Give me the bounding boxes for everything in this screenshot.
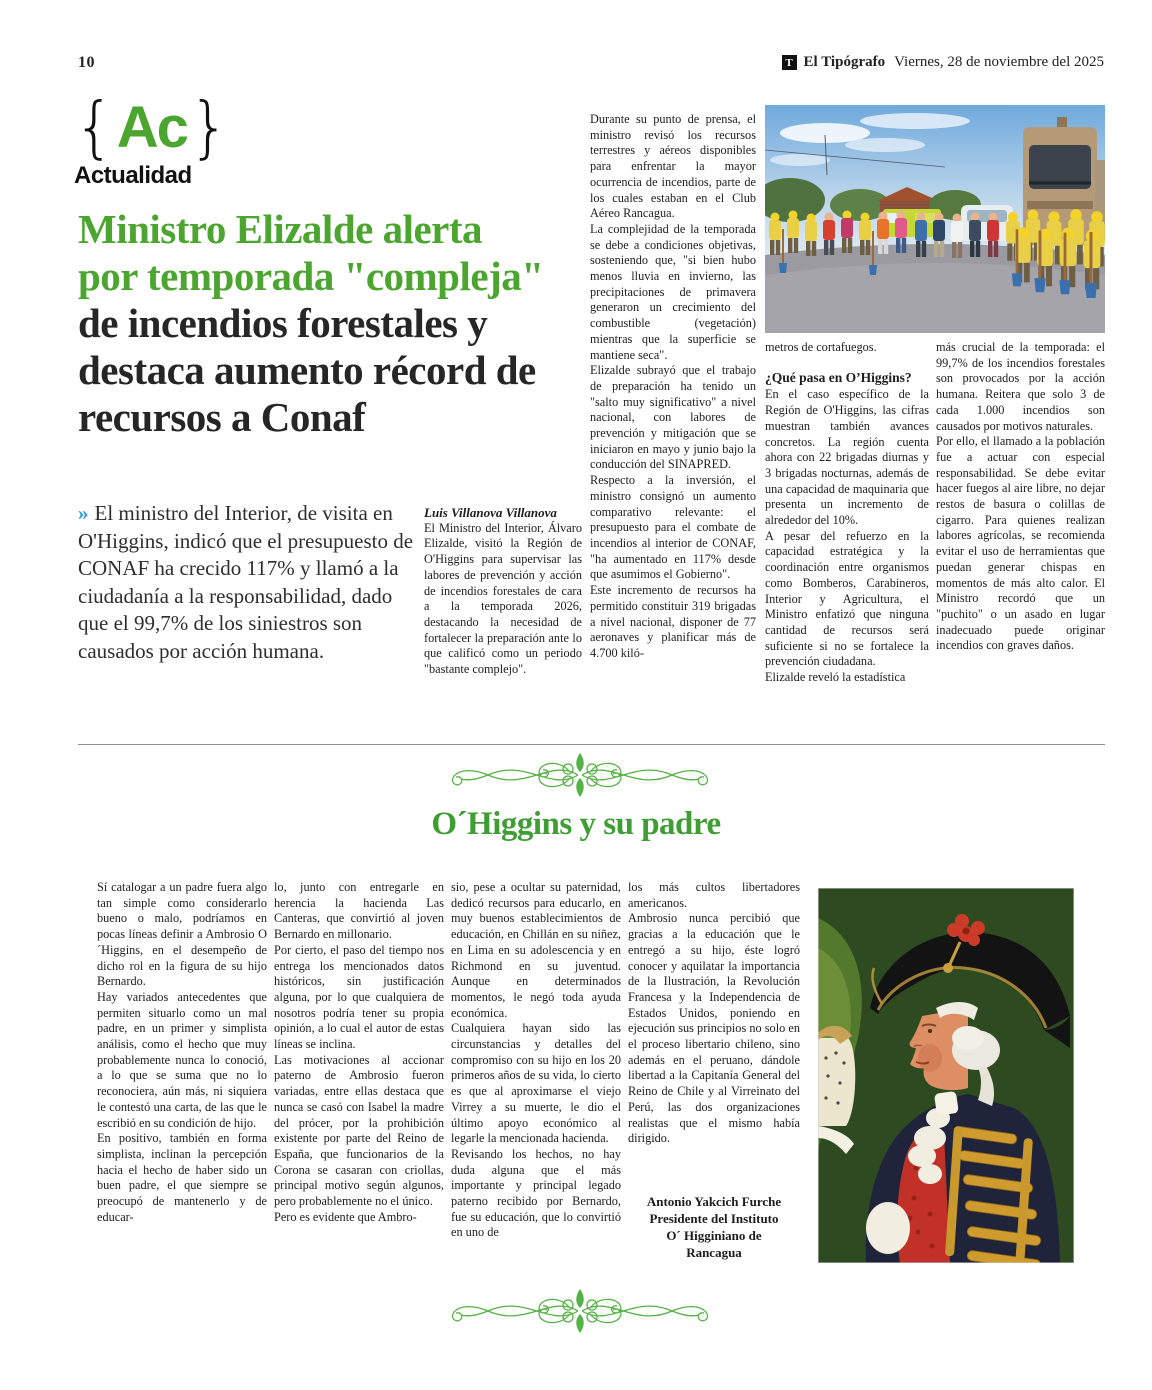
paragraph: Ambrosio nunca percibió que gracias a la educación que le entregó a su hijo, éste logró conocer y aquilatar la importancia de la Ilustración, la Revolución Francesa y la Independencia de Estados Unidos, poniendo en ejecución sus principios no solo en el proceso libertario chileno, sino además en el peruano, dándole libertad a la Capitanía General del Reino de Chile y al Virreinato del Perú, las dos organizaciones realistas que el mismo había dirigido. [628,911,800,1146]
paragraph: destaca aumento récord de [78,347,536,393]
paragraph: Sí catalogar a un padre fuera algo tan simple como considerarlo bueno o malo, podríamos en pocas líneas definir a Ambrosio O´Higgins, en el desempeño de dicho rol en la figura de su hijo Bernardo. [97,880,267,989]
paragraph: Por ello, el llamado a la población fue a actuar con especial responsabilidad. Se debe evitar hacer fuegos al aire libre, no dejar restos de basura o colillas de cigarro. Para quienes realizan labores agrícolas, se recomienda evitar el uso de herramientas que puedan generar chispas en momentos de más alto calor. El Ministro recordó que un "puchito" o un asado en lugar inadecuado puede originar incendios con graves daños. [936,434,1105,653]
feature-column-1 [97,880,267,1225]
paragraph: Elizalde reveló la estadística [765,670,906,685]
lead-marker-icon: » [78,501,89,525]
paragraph: Ministro Elizalde alerta [78,206,483,252]
feature-article-title: O´Higgins y su padre [431,806,721,842]
issue-date: Viernes, 28 de noviembre del 2025 [894,54,1104,70]
paragraph: Este incremento de recursos ha permitido constituir 319 brigadas a nivel nacional, disponer de 77 aeronaves y planificar más de 4.700 kiló- [590,583,756,660]
paragraph: En el caso específico de la Región de O'Higgins, las cifras muestran también avances concretos. La región cuenta ahora con 22 brigadas diurnas y 3 brigadas nocturnas, además de una capacidad de maquinaria que presenta un incremento de alrededor del 10%. [765,387,929,528]
feature-column-4 [628,880,800,1147]
brace-open: { [74,89,115,167]
headline-green-part [78,206,618,300]
paragraph: Durante su punto de prensa, el ministro revisó los recursos terrestres y aéreos disponibles para enfrentar la mayor ocurrencia de incendios, parte de los cuales estaban en el Club Aéreo Rancagua. [590,112,756,221]
newspaper-logo-icon: T [782,55,797,70]
paragraph: Presidente del Instituto [649,1211,779,1226]
headline-dark-part [78,300,618,441]
paragraph: Pero es evidente que Ambro- [274,1209,417,1224]
page-number: 10 [78,54,95,71]
portrait-painting-ambrosio-ohiggins [818,888,1074,1263]
byline-body [424,521,582,678]
ornamental-flourish-icon [430,1288,730,1334]
ornamental-flourish-icon [430,752,730,798]
paragraph: Por cierto, el paso del tiempo nos entrega los mencionados datos históricos, sin justificación alguna, por lo que cualquiera de nosotros podría tener su propia opinión, a lo cual el autor de estas líneas se inclina. [274,942,444,1052]
section-logo [74,89,254,190]
paragraph: Revisando los hechos, no hay duda alguna que el más importante y principal legado paterno recibido por Bernardo, fue su educación, que lo convirtió en uno de [451,1146,621,1240]
subsection-heading: ¿Qué pasa en O’Higgins? [765,369,912,385]
byline-author: Luis Villanova Villanova [424,505,557,520]
brace-close: } [188,89,230,167]
author-signature [628,1193,800,1261]
section-name: Actualidad [74,162,192,189]
paragraph: Cualquiera hayan sido las circunstancias y detalles del compromiso con su hijo en los 20 primeros años de su vida, lo cierto es que al aproximarse el viejo Virrey a su muerte, le dio el último apoyo económico al legarle la mencionada hacienda. [451,1021,621,1146]
paragraph: sio, pese a ocultar su paternidad, dedicó recursos para educarlo, en muy buenos establecimientos de educación, en Chillán en su niñez, en Lima en su adolescencia y en Richmond en su juventud. Aunque en determinados momentos, le negó toda ayuda económica. [451,880,621,1020]
paragraph: metros de cortafuegos. [765,340,877,354]
lead-text: El ministro del Interior, de visita en O'Higgins, indicó que el presupuesto de CONAF ha crecido 117% y llamó a la ciudadanía a la responsabilidad, dado que el 99,7% de los siniestros son causados por acción humana. [78,501,414,663]
article-column-2 [765,340,929,686]
news-photo-firefighters [765,105,1105,333]
paragraph: La complejidad de la temporada se debe a condiciones objetivas, sosteniendo que, "si bien hubo menos lluvia en invierno, las precipitaciones de primavera generaron un crecimiento del combustible (vegetación) mientras que la superficie se mantiene seca". [590,221,756,362]
paragraph: por temporada "compleja" [78,253,544,299]
paragraph: Antonio Yakcich Furche [646,1194,782,1209]
section-logo-text: Ac [116,95,187,160]
newspaper-name: El Tipógrafo [803,54,886,70]
paragraph: recursos a Conaf [78,394,366,440]
paragraph: Hay variados antecedentes que permiten situarlo como un mal padre, en un primer y simplista análisis, como el hecho que muy probablemente nunca lo conoció, a lo que se suma que no lo reconociera, aún más, ni siquiera le contestó una carta, de las que le escribió en su condición de hijo. [97,989,267,1130]
paragraph: O´ Higginiano de [666,1228,762,1243]
paragraph: Rancagua [686,1245,742,1260]
feature-column-2 [274,880,444,1225]
article-column-1 [590,112,756,662]
masthead [782,54,1104,71]
paragraph: Elizalde subrayó que el trabajo de preparación ha tenido un "salto muy significativo" a nivel nacional, con labores de prevención y mitigación que se iniciaron en mayo y junio bajo la conducción del SINAPRED. [590,363,756,472]
lead-paragraph [78,500,420,665]
paragraph: A pesar del refuerzo en la capacidad estratégica y la coordinación entre organismos como Bomberos, Carabineros, Interior y Agricultura, el Ministro enfatizó que ninguna cantidad de recursos será suficiente si no se fortalece la prevención ciudadana. [765,528,929,669]
paragraph: más crucial de la temporada: el 99,7% de los incendios forestales son provocados por la acción humana. Reitera que solo 3 de cada 1.000 incendios son causados por motivos naturales. [936,340,1105,433]
paragraph: de incendios forestales y [78,300,488,346]
byline-column [424,505,582,678]
article-column-3 [936,340,1105,654]
paragraph: lo, junto con entregarle en herencia la hacienda Las Canteras, que convirtió al joven Bernardo en millonario. [274,880,444,942]
paragraph: los más cultos libertadores americanos. [628,880,800,910]
main-headline [78,206,618,441]
section-divider-line [78,744,1105,745]
paragraph: Las motivaciones al accionar paterno de Ambrosio fueron variadas, entre ellas destaca que nunca se casó con Isabel la madre del prócer, por la prohibición existente por parte del Reino de España, que funcionarios de la Corona se casaran con criollas, principal motivo según algunos, pero probablemente no el único. [274,1052,444,1209]
paragraph: En positivo, también en forma simplista, inclinan la percepción hacia el hecho de haber sido un buen padre, el que siempre se preocupó de mantenerlo y de educar- [97,1131,267,1224]
paragraph: Respecto a la inversión, el ministro consignó un aumento comparativo relevante: el presupuesto para el combate de incendios al interior de CONAF, "ha aumentado en 117% desde que asumimos el Gobierno". [590,473,756,582]
paragraph: El Ministro del Interior, Álvaro Elizalde, visitó la Región de O'Higgins para supervisar las labores de prevención y acción de incendios forestales de cara a la temporada 2026, destacando la necesidad de fortalecer la preparación ante lo que calificó como un periodo "bastante complejo". [424,520,582,677]
feature-column-3 [451,880,621,1241]
